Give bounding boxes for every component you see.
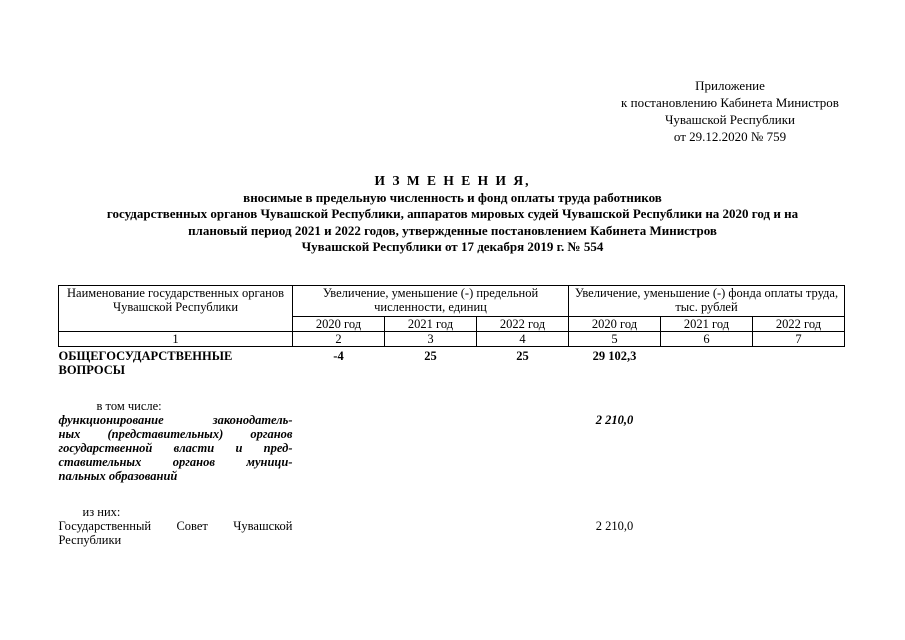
row-name-line: Государственный Совет Чувашской xyxy=(58,519,293,533)
header-year: 2022 год xyxy=(753,317,845,332)
row-name-line: пальных образований xyxy=(58,469,178,483)
row-name-line: государственной власти и пред- xyxy=(58,441,293,455)
row-name xyxy=(59,519,293,547)
table-row xyxy=(59,519,845,547)
header-year: 2020 год xyxy=(569,317,661,332)
row-name-line: функционирование законодатель- xyxy=(58,413,293,427)
cell-value: 2 210,0 xyxy=(595,519,634,533)
appendix-block xyxy=(600,77,860,145)
heading-line-1: вносимые в предельную численность и фонд оплаты труда работников xyxy=(243,189,662,205)
column-number-row xyxy=(59,332,845,347)
row-name-line: ВОПРОСЫ xyxy=(58,363,126,377)
table-row xyxy=(59,413,845,483)
column-number: 7 xyxy=(753,332,845,347)
header-year: 2022 год xyxy=(477,317,569,332)
cell-value: 25 xyxy=(516,349,529,363)
document-title: И З М Е Н Е Н И Я, xyxy=(374,173,531,188)
header-year: 2021 год xyxy=(661,317,753,332)
row-name-line: Республики xyxy=(58,533,122,547)
header-organ-name: Наименование государственных органов Чувашской Республики xyxy=(59,286,293,332)
table-row xyxy=(59,483,845,519)
heading-line-3: плановый период 2021 и 2022 годов, утвержденные постановлением Кабинета Министров xyxy=(188,222,717,238)
heading-line-4: Чувашской Республики от 17 декабря 2019 г. № 554 xyxy=(301,239,604,254)
cell-value: 29 102,3 xyxy=(592,349,637,363)
column-number: 2 xyxy=(293,332,385,347)
document-heading xyxy=(40,173,865,256)
row-name-line: ных (представительных) органов xyxy=(58,427,293,441)
header-staff-change: Увеличение, уменьшение (-) предельной численности, единиц xyxy=(293,286,569,317)
column-number: 4 xyxy=(477,332,569,347)
row-name xyxy=(59,413,293,483)
header-year: 2021 год xyxy=(385,317,477,332)
column-number: 6 xyxy=(661,332,753,347)
appendix-line-1: Приложение xyxy=(695,78,765,93)
cell-value: -4 xyxy=(333,349,344,363)
row-name xyxy=(59,347,293,378)
cell-value: 25 xyxy=(424,349,437,363)
row-label: из них: xyxy=(82,505,121,519)
header-payroll-change: Увеличение, уменьшение (-) фонда оплаты труда, тыс. рублей xyxy=(569,286,845,317)
appendix-line-4: от 29.12.2020 № 759 xyxy=(673,129,787,144)
header-year: 2020 год xyxy=(293,317,385,332)
table-row xyxy=(59,347,845,378)
row-name-line: ставительных органов муници- xyxy=(58,455,293,469)
cell-value: 2 210,0 xyxy=(595,413,634,427)
row-label: в том числе: xyxy=(96,399,162,413)
column-number: 5 xyxy=(569,332,661,347)
column-number: 3 xyxy=(385,332,477,347)
appendix-line-2: к постановлению Кабинета Министров xyxy=(621,95,839,110)
column-number: 1 xyxy=(59,332,293,347)
row-name-line: ОБЩЕГОСУДАРСТВЕННЫЕ xyxy=(58,349,233,363)
appendix-line-3: Чувашской Республики xyxy=(664,112,796,127)
changes-table xyxy=(58,285,845,547)
table-row xyxy=(59,377,845,413)
heading-line-2: государственных органов Чувашской Республики, аппаратов мировых судей Чувашской Республики на 2020 год и на xyxy=(106,206,799,221)
